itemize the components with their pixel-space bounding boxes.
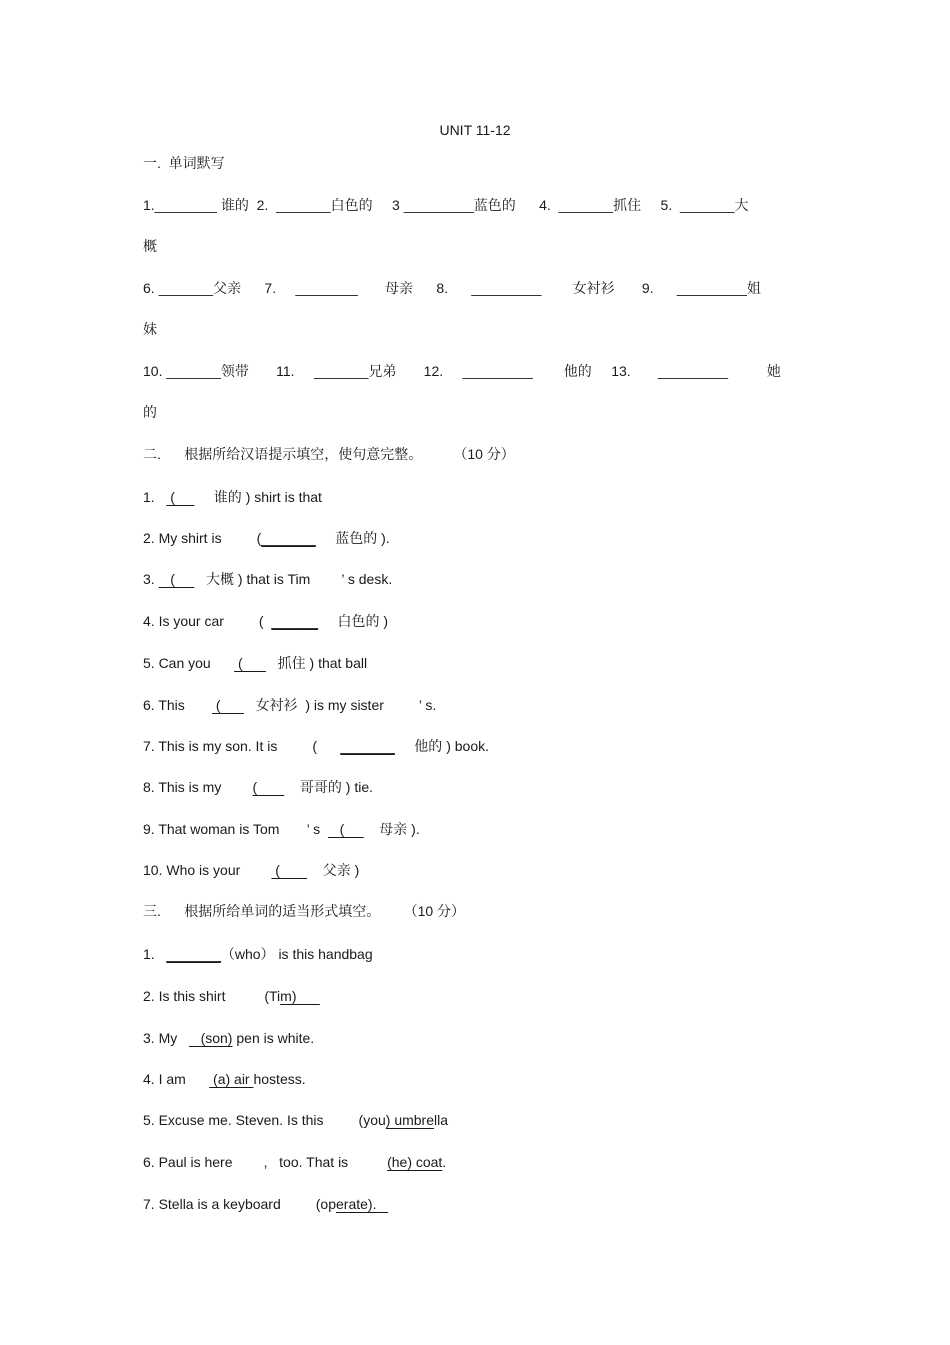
s3-question-5: 5. Excuse me. Steven. Is this (you) umbrella bbox=[143, 1112, 449, 1128]
section-2-heading: 二. 根据所给汉语提示填空，使句意完整。 （10 分） bbox=[143, 446, 515, 462]
blank: ( bbox=[212, 697, 244, 713]
page-title: UNIT 11-12 bbox=[439, 122, 511, 138]
s2-question-6: 6. This ( 女衬衫 ) is my sister ’ s. bbox=[143, 697, 437, 713]
s2-question-5: 5. Can you ( 抓住 ) that ball bbox=[143, 655, 368, 671]
s2-question-3: 3. ( 大概 ) that is Tim ’ s desk. bbox=[143, 571, 393, 587]
vocab-line-2: 6. _______父亲 7. ________ 母亲 8. _________ 女衬衫 9. _________姐 bbox=[143, 280, 761, 296]
blank: m) bbox=[280, 988, 320, 1004]
vocab-line-1-wrap: 概 bbox=[143, 238, 157, 254]
section-3-heading: 三. 根据所给单词的适当形式填空。 （10 分） bbox=[143, 903, 466, 919]
blank: _______ bbox=[261, 530, 316, 546]
s2-question-2: 2. My shirt is (_______ 蓝色的 ). bbox=[143, 530, 390, 546]
vocab-line-3: 10. _______领带 11. _______兄弟 12. _________ 他的 13. _________ 她 bbox=[143, 363, 781, 379]
s2-question-10: 10. Who is your ( 父亲 ) bbox=[143, 862, 360, 878]
vocab-line-3-wrap: 的 bbox=[143, 404, 157, 420]
blank: ( bbox=[252, 779, 285, 795]
vocab-line-1: 1.________ 谁的 2. _______白色的 3 _________蓝色的 4. _______抓住 5. _______大 bbox=[143, 197, 749, 213]
s2-question-9: 9. That woman is Tom ’ s ( 母亲 ). bbox=[143, 821, 420, 837]
s3-question-6: 6. Paul is here , too. That is (he) coat. bbox=[143, 1154, 447, 1170]
blank: (son) bbox=[188, 1030, 233, 1046]
s2-question-8: 8. This is my ( 哥哥的 ) tie. bbox=[143, 779, 374, 795]
blank: erate). bbox=[336, 1196, 389, 1212]
blank: _______ bbox=[166, 946, 221, 962]
s2-question-7: 7. This is my son. It is ( _______ 他的 ) book. bbox=[143, 738, 489, 754]
s3-question-7: 7. Stella is a keyboard (operate). bbox=[143, 1196, 389, 1212]
blank: _______ bbox=[340, 738, 395, 754]
s3-question-1: 1. _______（who） is this handbag bbox=[143, 946, 373, 962]
vocab-line-2-wrap: 妹 bbox=[143, 321, 157, 337]
blank: ( bbox=[327, 821, 364, 837]
blank: ______ bbox=[271, 613, 319, 629]
blank: (a) air bbox=[209, 1071, 254, 1087]
s3-question-2: 2. Is this shirt (Tim) bbox=[143, 988, 320, 1004]
blank: ) umbre bbox=[385, 1112, 434, 1128]
blank: ( bbox=[158, 571, 195, 587]
s2-question-4: 4. Is your car ( ______ 白色的 ) bbox=[143, 613, 389, 629]
blank: (he) coat bbox=[387, 1154, 443, 1170]
blank: ( bbox=[271, 862, 308, 878]
blank: ( bbox=[234, 655, 266, 671]
s3-question-3: 3. My (son) pen is white. bbox=[143, 1030, 315, 1046]
section-1-heading: 一. 单词默写 bbox=[143, 155, 225, 171]
blank: ( bbox=[166, 489, 195, 505]
s3-question-4: 4. I am (a) air hostess. bbox=[143, 1071, 306, 1087]
s2-question-1: 1. ( 谁的 ) shirt is that bbox=[143, 489, 322, 505]
